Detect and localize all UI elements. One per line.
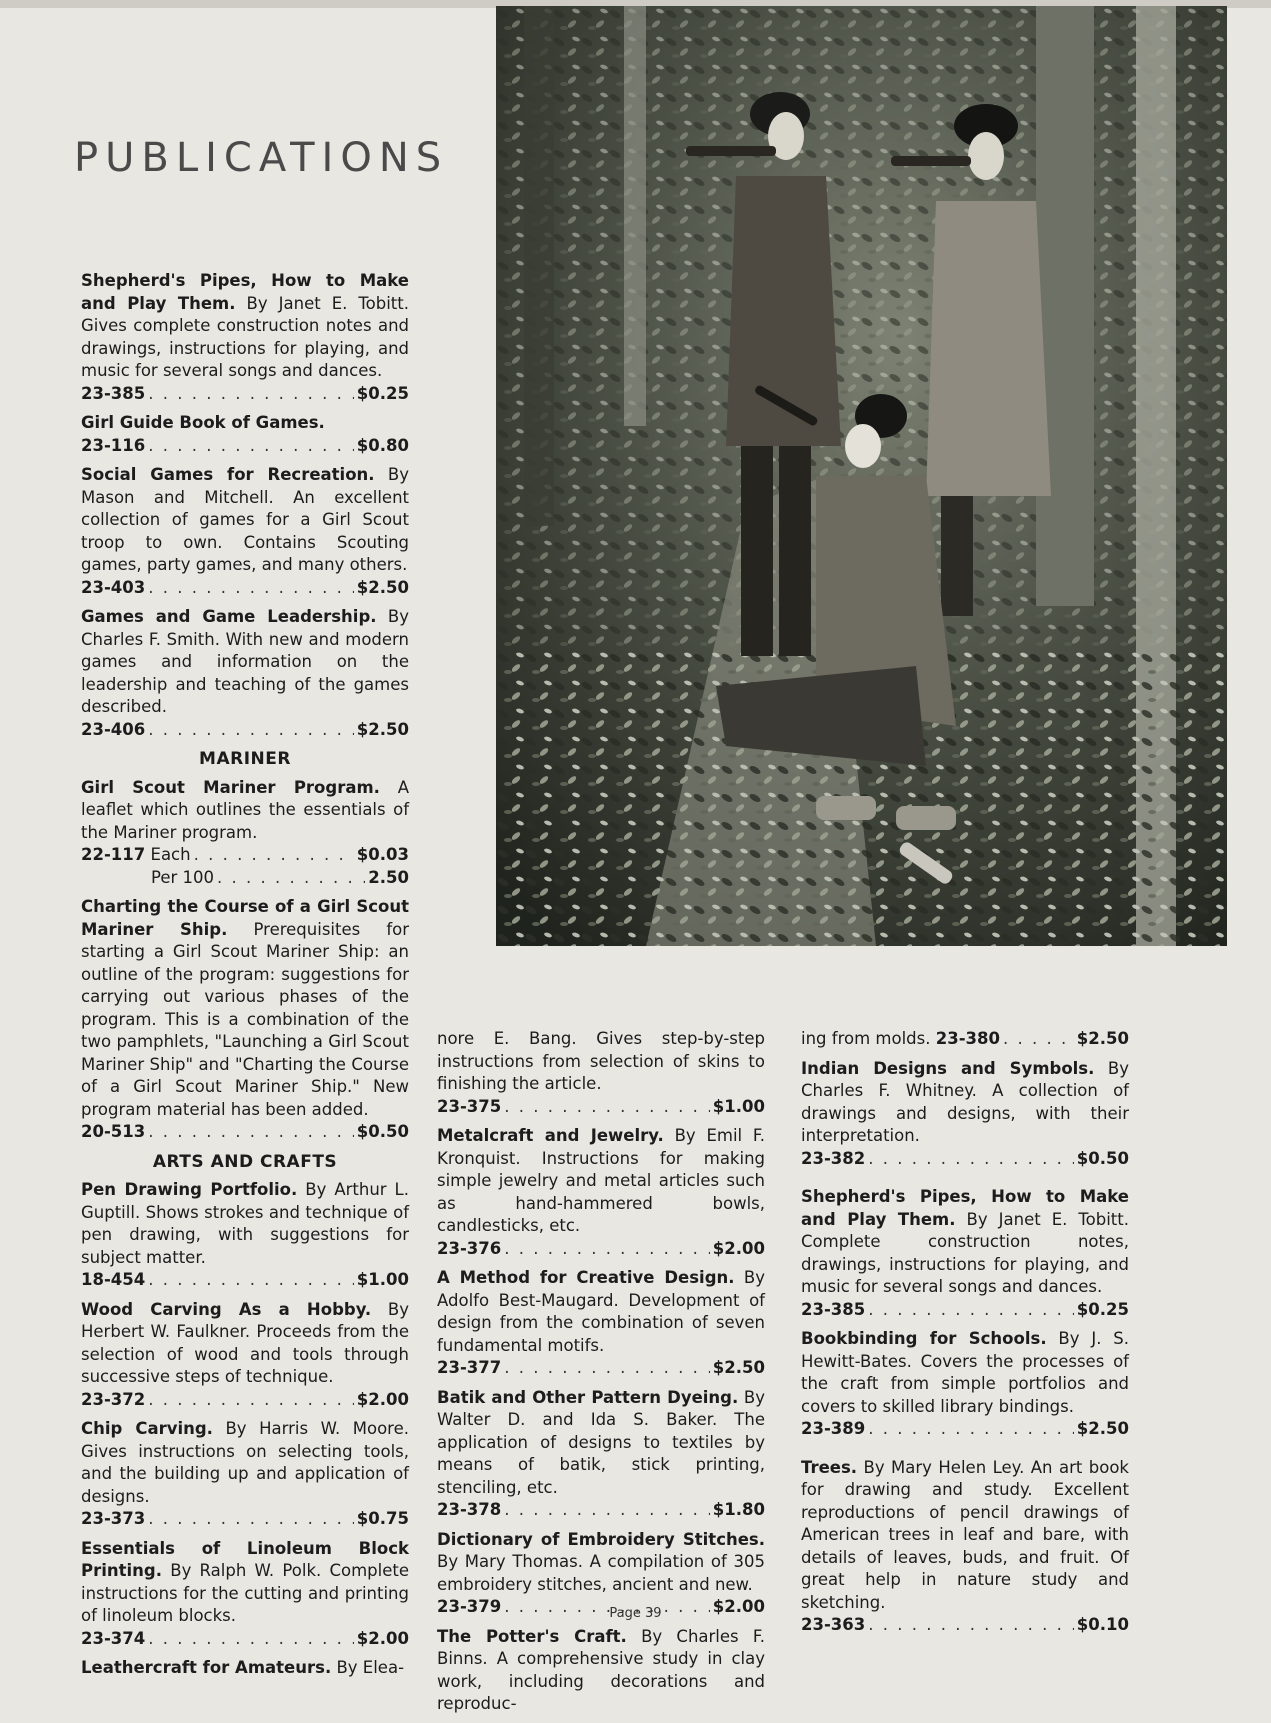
price: $0.10 (1076, 1615, 1129, 1634)
catalog-code: 23-375 (437, 1096, 502, 1116)
list-item (81, 270, 409, 405)
entry-title: Social Games for Recreation. (81, 465, 375, 484)
unit-label: Each (150, 845, 191, 864)
entry-title: Batik and Other Pattern Dyeing. (437, 1387, 739, 1407)
catalog-code: 23-403 (81, 577, 146, 597)
entry-title: Dictionary of Embroidery Stitches. (437, 1529, 765, 1549)
price: $2.50 (1076, 1029, 1129, 1048)
entry-description: By Ralph W. Polk. Complete instructions for the cutting and printing of linoleum blocks. (81, 1561, 409, 1625)
entry-title: Essentials of Linoleum Block Printing. (81, 1538, 409, 1580)
entry-title: Metalcraft and Jewelry. (437, 1126, 664, 1145)
list-item (81, 1179, 409, 1292)
entry-description: Prerequisites for starting a Girl Scout Mariner Ship: an outline of the program: suggestions for carrying out various phases of the program. This is a combination of the two pamphlets, "Launching a Girl Scout Mariner Ship" and "Charting the Course of a Girl Scout Mariner Ship." New program material has been added. (81, 919, 410, 1119)
entry-description: By Emil F. Kronquist. Instructions for making simple jewelry and metal articles such as hand-hammered bowls, candlesticks, etc. (437, 1126, 766, 1235)
catalog-code: 23-116 (81, 435, 146, 455)
list-item (81, 1538, 409, 1651)
entry-description: By J. S. Hewitt-Bates. Covers the processes of the craft from simple portfolios and covers to skilled library bindings. (801, 1329, 1129, 1416)
entry-title: Girl Scout Mariner Program. (81, 777, 380, 797)
entry-description: ing from molds. (801, 1029, 931, 1048)
price: $2.00 (712, 1238, 765, 1258)
unit-label: Per 100 (151, 867, 215, 887)
entry-description: By Mary Thomas. A compilation of 305 embroidery stitches, ancient and new. (437, 1552, 765, 1594)
price: $2.00 (356, 1628, 409, 1648)
entry-description: nore E. Bang. Gives step-by-step instructions from selection of skins to finishing the article. (437, 1029, 765, 1093)
price: $0.75 (356, 1509, 409, 1528)
entry-description: By Walter D. and Ida S. Baker. The application of designs to textiles by means of batik, stick printing, stenciling, etc. (437, 1387, 765, 1497)
catalog-code: 23-376 (437, 1238, 502, 1258)
list-item (81, 606, 409, 741)
list-item (801, 1058, 1129, 1171)
entry-title: The Potter's Craft. (437, 1626, 627, 1646)
entry-title: Leathercraft for Amateurs. (81, 1658, 332, 1677)
catalog-code: 23-373 (81, 1509, 146, 1528)
catalog-code: 23-385 (81, 383, 146, 403)
entry-description: By Mason and Mitchell. An excellent collection of games for a Girl Scout troop to own. Contains Scouting games, party games, and many others. (81, 465, 410, 574)
list-item (437, 1387, 765, 1522)
page-number: Page 39 (609, 1606, 662, 1621)
catalog-code: 22-117 (81, 845, 146, 864)
entry-description: By Charles F. Binns. A comprehensive study in clay work, including decorations and reproduc- (437, 1626, 765, 1713)
list-item (437, 1125, 765, 1260)
catalog-code: 23-378 (437, 1500, 502, 1519)
catalog-code: 23-363 (801, 1615, 866, 1634)
list-item (801, 1028, 1129, 1051)
catalog-code: 20-513 (81, 1122, 146, 1141)
entry-title: Games and Game Leadership. (81, 607, 377, 626)
list-item (81, 1418, 409, 1531)
catalog-code: 23-377 (437, 1358, 502, 1377)
entry-description: By Charles F. Whitney. A collection of drawings and designs, with their interpretation. (801, 1058, 1130, 1145)
price: $1.00 (712, 1096, 765, 1116)
entry-description: By Charles F. Smith. With new and modern games and information on the leadership and teaching of the games described. (81, 607, 409, 716)
price: $0.03 (356, 845, 409, 864)
entry-description: By Arthur L. Guptill. Shows strokes and technique of pen drawing, with suggestions for subject matter. (81, 1180, 409, 1267)
entry-title: Chip Carving. (81, 1419, 213, 1438)
list-item (801, 1328, 1129, 1441)
price: 2.50 (368, 867, 409, 887)
entry-description: By Herbert W. Faulkner. Proceeds from the selection of wood and tools through successive steps of technique. (81, 1299, 409, 1386)
price: $2.50 (1076, 1419, 1129, 1438)
list-item (801, 1186, 1129, 1321)
entry-title: Indian Designs and Symbols. (801, 1058, 1095, 1078)
entry-description: By Mary Helen Ley. An art book for drawing and study. Excellent reproductions of pencil drawings of American trees in leaf and bare, with details of leaves, buds, and fruit. Of great help in nature study and sketching. (801, 1457, 1129, 1612)
list-item (437, 1267, 765, 1380)
entry-title: Pen Drawing Portfolio. (81, 1180, 298, 1199)
list-item (437, 1626, 765, 1716)
catalog-code: 23-374 (81, 1628, 146, 1648)
entry-description: By Janet E. Tobitt. Gives complete construction notes and drawings, instructions for playing, and music for several songs and dances. (81, 293, 409, 380)
list-item (81, 896, 409, 1144)
price: $0.50 (1076, 1148, 1129, 1168)
list-item (81, 1299, 409, 1412)
catalog-code: 23-380 (935, 1029, 1000, 1048)
catalog-code: 18-454 (81, 1270, 146, 1289)
catalog-code: 23-389 (801, 1419, 866, 1438)
entry-description: By Elea- (336, 1658, 405, 1677)
entry-description: By Harris W. Moore. Gives instructions on selecting tools, and the building up and application of designs. (81, 1419, 409, 1506)
entry-description: A leaflet which outlines the essentials of the Mariner program. (81, 777, 409, 842)
catalog-code: 23-372 (81, 1389, 146, 1409)
column-3 (801, 1028, 1129, 1644)
catalog-code: 23-379 (437, 1597, 502, 1616)
price: $2.50 (712, 1358, 765, 1377)
entry-title: A Method for Creative Design. (437, 1268, 735, 1287)
entry-title: Girl Guide Book of Games. (81, 413, 325, 432)
forest-pipers-photo (496, 6, 1227, 946)
price: $0.50 (356, 1122, 409, 1141)
section-heading-arts-and-crafts: ARTS AND CRAFTS (152, 1151, 338, 1172)
column-1 (81, 270, 409, 1687)
price: $2.50 (356, 577, 409, 597)
price: $2.50 (356, 719, 409, 739)
catalog-code: 23-406 (81, 719, 146, 739)
entry-title: Trees. (801, 1457, 858, 1477)
price: $2.00 (356, 1389, 409, 1409)
price: $0.80 (356, 435, 409, 455)
entry-title: Shepherd's Pipes, How to Make and Play Them. (81, 271, 409, 313)
price: $0.25 (356, 383, 409, 403)
list-item (81, 464, 409, 599)
page-title: PUBLICATIONS (74, 134, 449, 181)
list-item (81, 1657, 409, 1680)
price: $2.00 (712, 1597, 765, 1616)
price: $0.25 (1076, 1299, 1129, 1319)
entry-title: Shepherd's Pipes, How to Make and Play Them. (801, 1187, 1129, 1229)
entry-description: By Janet E. Tobitt. Complete construction notes, drawings, instructions for playing, and music for several songs and dances. (801, 1209, 1129, 1296)
entry-title: Bookbinding for Schools. (801, 1329, 1047, 1348)
price: $1.00 (356, 1270, 409, 1289)
list-item (437, 1529, 765, 1619)
section-heading-mariner: MARINER (199, 749, 291, 769)
list-item (81, 777, 409, 890)
price: $1.80 (712, 1500, 765, 1519)
entry-description: By Adolfo Best-Maugard. Development of design from the combination of seven fundamental motifs. (437, 1268, 765, 1355)
entry-title: Wood Carving As a Hobby. (81, 1299, 372, 1319)
list-item (437, 1028, 765, 1118)
catalog-code: 23-382 (801, 1148, 866, 1168)
catalog-code: 23-385 (801, 1299, 866, 1319)
entry-title: Charting the Course of a Girl Scout Mariner Ship. (81, 897, 409, 939)
list-item (81, 412, 409, 457)
